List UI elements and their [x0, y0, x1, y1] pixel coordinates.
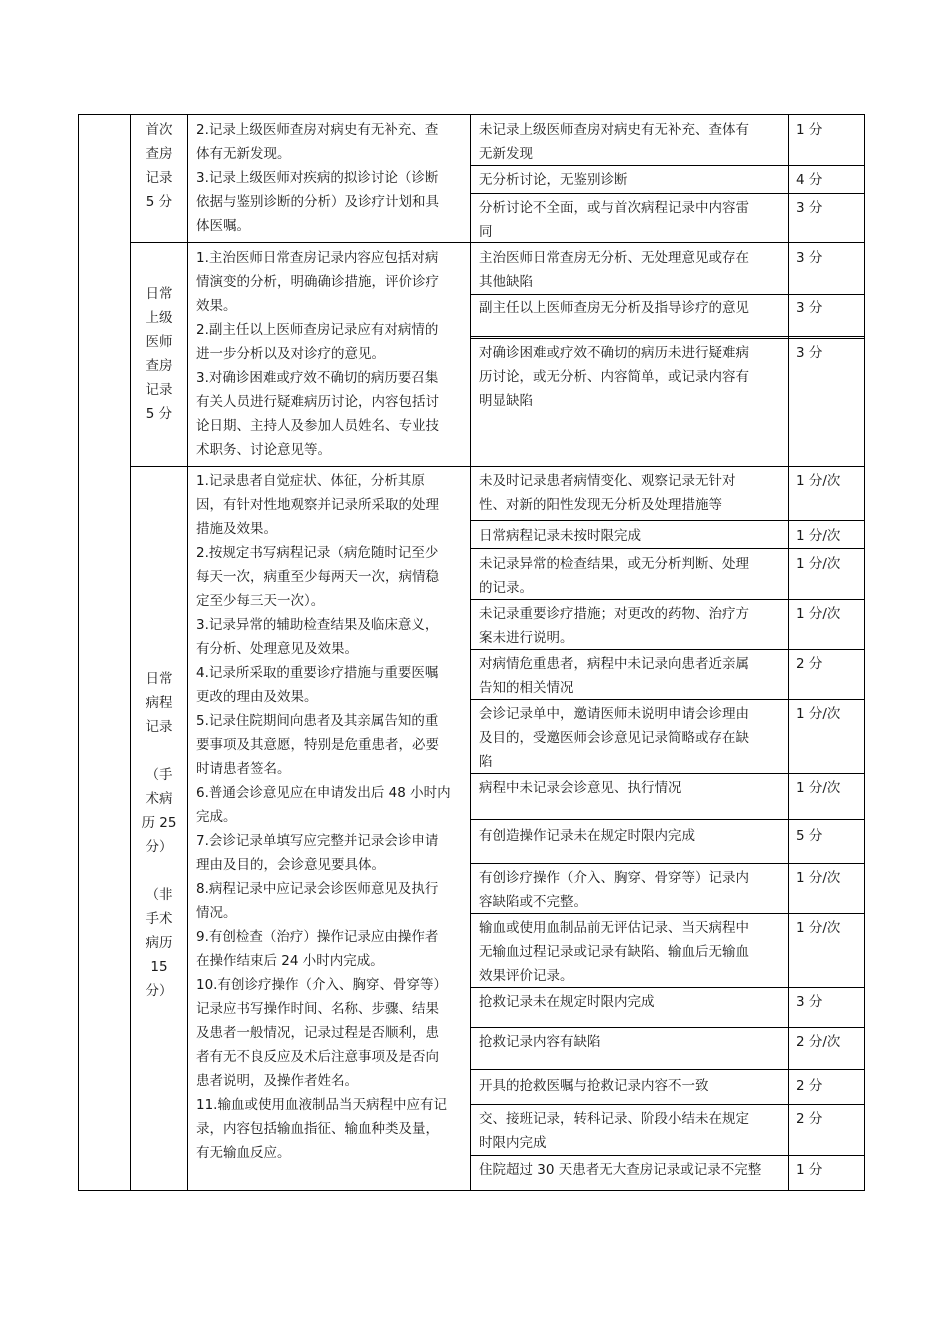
section-name-line: 上级: [145, 310, 173, 326]
deduction-line: 效果评价记录。: [479, 968, 574, 984]
section-name-line: 记录: [145, 382, 173, 398]
score-value: 5 分: [796, 828, 823, 844]
requirement-line: 理由及目的，会诊意见要具体。: [196, 857, 385, 873]
requirement-line: 因，有针对性地观察并记录所采取的处理: [196, 497, 439, 513]
section-name-line: 日常: [145, 286, 173, 302]
requirement-line: 6.普通会诊意见应在申请发出后 48 小时内: [196, 785, 451, 801]
deduction-line: 有创诊疗操作（介入、胸穿、骨穿等）记录内: [479, 870, 749, 886]
score-value: 1 分/次: [796, 556, 841, 572]
requirement-line: 3.对确诊困难或疗效不确切的病历要召集: [196, 370, 439, 386]
requirement-line: 更改的理由及效果。: [196, 689, 318, 705]
requirement-line: 4.记录所采取的重要诊疗措施与重要医嘱: [196, 665, 439, 681]
deduction-line: 分析讨论不全面，或与首次病程记录中内容雷: [479, 200, 749, 216]
section-name-line: 医师: [145, 334, 173, 350]
deduction-line: 对确诊困难或疗效不确切的病历未进行疑难病: [479, 345, 749, 361]
requirement-line: 3.记录上级医师对疾病的拟诊讨论（诊断: [196, 170, 439, 186]
score-value: 1 分/次: [796, 606, 841, 622]
deduction-line: 无分析讨论，无鉴别诊断: [479, 172, 628, 188]
deduction-line: 会诊记录单中，邀请医师未说明申请会诊理由: [479, 706, 749, 722]
requirement-line: 依据与鉴别诊断的分析）及诊疗计划和具: [196, 194, 439, 210]
section-name-line: 日常: [145, 671, 173, 687]
deduction-line: 的记录。: [479, 580, 533, 596]
requirement-line: 录，内容包括输血指征、输血种类及量，: [196, 1121, 439, 1137]
section-name-line: 分）: [145, 983, 173, 999]
score-value: 4 分: [796, 172, 823, 188]
requirement-line: 措施及效果。: [196, 521, 277, 537]
section-name-line: （非: [145, 887, 173, 903]
score-value: 2 分: [796, 1111, 823, 1127]
deduction-line: 及目的，受邀医师会诊意见记录简略或存在缺: [479, 730, 749, 746]
requirement-line: 在操作结束后 24 小时内完成。: [196, 953, 384, 969]
requirement-line: 者有无不良反应及术后注意事项及是否向: [196, 1049, 439, 1065]
deduction-line: 开具的抢救医嘱与抢救记录内容不一致: [479, 1078, 709, 1094]
deduction-line: 其他缺陷: [479, 274, 533, 290]
requirement-line: 8.病程记录中应记录会诊医师意见及执行: [196, 881, 439, 897]
score-value: 3 分: [796, 994, 823, 1010]
deduction-line: 明显缺陷: [479, 393, 533, 409]
requirement-line: 患者说明，及操作者姓名。: [196, 1073, 358, 1089]
requirement-line: 1.记录患者自觉症状、体征，分析其原: [196, 473, 425, 489]
score-value: 2 分: [796, 1078, 823, 1094]
section-name-line: 记录: [145, 719, 173, 735]
section-name-line: 病程: [145, 695, 173, 711]
section-name-line: 记录: [145, 170, 173, 186]
requirement-line: 时请患者签名。: [196, 761, 291, 777]
requirement-line: 术职务、讨论意见等。: [196, 442, 331, 458]
deduction-line: 无新发现: [479, 146, 533, 162]
requirement-line: 有关人员进行疑难病历讨论，内容包括讨: [196, 394, 439, 410]
section-name-line: 15: [150, 959, 168, 975]
requirement-line: 记录应书写操作时间、名称、步骤、结果: [196, 1001, 439, 1017]
requirement-line: 及患者一般情况，记录过程是否顺利，患: [196, 1025, 439, 1041]
requirement-line: 2.按规定书写病程记录（病危随时记至少: [196, 545, 439, 561]
section-name-line: （手: [145, 767, 173, 783]
requirement-line: 7.会诊记录单填写应完整并记录会诊申请: [196, 833, 439, 849]
section-name-line: 手术: [145, 911, 173, 927]
score-value: 3 分: [796, 200, 823, 216]
score-value: 3 分: [796, 300, 823, 316]
requirement-line: 完成。: [196, 809, 237, 825]
score-value: 1 分/次: [796, 473, 841, 489]
deduction-line: 病程中未记录会诊意见、执行情况: [479, 780, 682, 796]
deduction-line: 住院超过 30 天患者无大查房记录或记录不完整: [479, 1162, 762, 1178]
requirement-line: 每天一次，病重至少每两天一次，病情稳: [196, 569, 439, 585]
section-name-line: 5 分: [145, 406, 173, 422]
section-name-line: 查房: [145, 358, 173, 374]
requirement-line: 定至少每三天一次）。: [196, 593, 325, 609]
requirement-line: 情演变的分析，明确确诊措施，评价诊疗: [196, 274, 439, 290]
deduction-line: 抢救记录未在规定时限内完成: [479, 994, 655, 1010]
requirement-line: 论日期、主持人及参加人员姓名、专业技: [196, 418, 439, 434]
deduction-line: 抢救记录内容有缺陷: [479, 1034, 601, 1050]
deduction-line: 交、接班记录，转科记录、阶段小结未在规定: [479, 1111, 749, 1127]
deduction-line: 陷: [479, 754, 493, 770]
section-name-line: 历 25: [141, 815, 177, 831]
deduction-line: 告知的相关情况: [479, 680, 574, 696]
requirement-line: 效果。: [196, 298, 237, 314]
score-value: 1 分: [796, 122, 823, 138]
section-name-line: 分）: [145, 839, 173, 855]
deduction-line: 时限内完成: [479, 1135, 547, 1151]
section-name-line: 术病: [145, 791, 173, 807]
score-value: 1 分/次: [796, 920, 841, 936]
score-value: 1 分/次: [796, 780, 841, 796]
section-name-line: 首次: [145, 122, 173, 138]
deduction-line: 未记录异常的检查结果，或无分析判断、处理: [479, 556, 749, 572]
deduction-line: 容缺陷或不完整。: [479, 894, 587, 910]
requirement-line: 情况。: [196, 905, 237, 921]
requirement-line: 2.记录上级医师查房对病史有无补充、查: [196, 122, 439, 138]
requirement-line: 11.输血或使用血液制品当天病程中应有记: [196, 1097, 447, 1113]
deduction-line: 历讨论，或无分析、内容简单，或记录内容有: [479, 369, 749, 385]
score-value: 2 分: [796, 656, 823, 672]
requirement-line: 体医嘱。: [196, 218, 250, 234]
deduction-line: 同: [479, 224, 493, 240]
requirement-line: 10.有创诊疗操作（介入、胸穿、骨穿等）: [196, 977, 447, 993]
requirement-line: 体有无新发现。: [196, 146, 291, 162]
requirement-line: 9.有创检查（治疗）操作记录应由操作者: [196, 929, 439, 945]
requirement-line: 2.副主任以上医师查房记录应有对病情的: [196, 322, 439, 338]
deduction-line: 未及时记录患者病情变化、观察记录无针对: [479, 473, 736, 489]
deduction-line: 案未进行说明。: [479, 630, 574, 646]
deduction-line: 主治医师日常查房无分析、无处理意见或存在: [479, 250, 749, 266]
section-name-line: 查房: [145, 146, 173, 162]
section-name-line: 5 分: [145, 194, 173, 210]
requirement-line: 3.记录异常的辅助检查结果及临床意义，: [196, 617, 439, 633]
deduction-line: 未记录上级医师查房对病史有无补充、查体有: [479, 122, 749, 138]
score-value: 3 分: [796, 250, 823, 266]
deduction-line: 对病情危重患者，病程中未记录向患者近亲属: [479, 656, 749, 672]
score-value: 2 分/次: [796, 1034, 841, 1050]
requirement-line: 5.记录住院期间向患者及其亲属告知的重: [196, 713, 439, 729]
deduction-line: 有创造操作记录未在规定时限内完成: [479, 828, 695, 844]
requirement-line: 有无输血反应。: [196, 1145, 291, 1161]
requirement-line: 1.主治医师日常查房记录内容应包括对病: [196, 250, 439, 266]
deduction-line: 未记录重要诊疗措施；对更改的药物、治疗方: [479, 606, 749, 622]
score-value: 1 分/次: [796, 870, 841, 886]
section-name-line: 病历: [145, 935, 173, 951]
requirement-line: 要事项及其意愿，特别是危重患者，必要: [196, 737, 439, 753]
requirement-line: 进一步分析以及对诊疗的意见。: [196, 346, 385, 362]
score-value: 1 分/次: [796, 528, 841, 544]
requirement-line: 有分析、处理意见及效果。: [196, 641, 358, 657]
deduction-line: 副主任以上医师查房无分析及指导诊疗的意见: [479, 300, 749, 316]
score-value: 3 分: [796, 345, 823, 361]
score-value: 1 分/次: [796, 706, 841, 722]
deduction-line: 性、对新的阳性发现无分析及处理措施等: [479, 497, 722, 513]
deduction-line: 日常病程记录未按时限完成: [479, 528, 641, 544]
deduction-line: 输血或使用血制品前无评估记录、当天病程中: [479, 920, 749, 936]
deduction-line: 无输血过程记录或记录有缺陷、输血后无输血: [479, 944, 749, 960]
score-value: 1 分: [796, 1162, 823, 1178]
